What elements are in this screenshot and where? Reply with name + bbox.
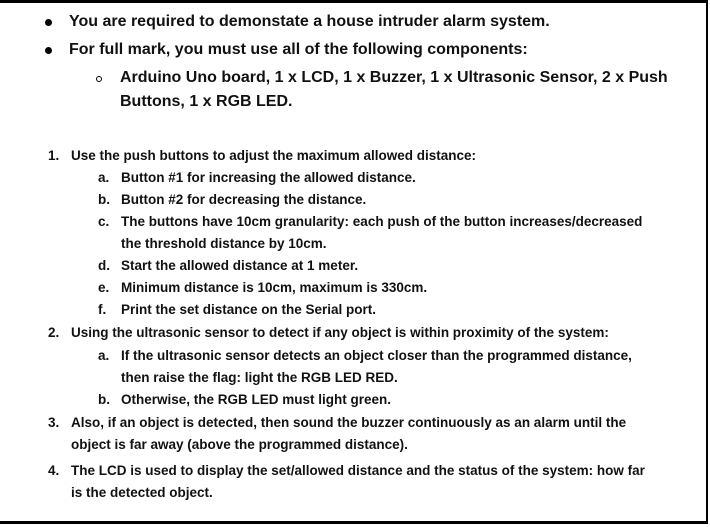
components-line-2: Buttons, 1 x RGB LED. [120, 93, 293, 110]
task-1c-text-line-2: the threshold distance by 10cm. [121, 236, 327, 251]
sub-marker: c. [98, 214, 110, 229]
task-2-text: Using the ultrasonic sensor to detect if any object is within proximity of the system: [71, 325, 609, 340]
task-1d-text: Start the allowed distance at 1 meter. [121, 258, 359, 273]
task-1b-text: Button #2 for decreasing the distance. [121, 192, 367, 207]
bullet-circle-icon [96, 76, 102, 82]
task-1a-text: Button #1 for increasing the allowed distance. [121, 170, 416, 185]
task-3-text-line-2: object is far away (above the programmed distance). [71, 437, 408, 452]
sub-marker: e. [98, 280, 110, 295]
task-2b-text: Otherwise, the RGB LED must light green. [121, 392, 392, 407]
intro-bullet-2: For full mark, you must use all of the following components: [69, 41, 528, 58]
task-1-text: Use the push buttons to adjust the maximum allowed distance: [71, 148, 477, 163]
sub-marker: a. [98, 348, 110, 363]
components-line-1: Arduino Uno board, 1 x LCD, 1 x Buzzer, 1 x Ultrasonic Sensor, 2 x Push [120, 69, 668, 86]
sub-marker: d. [98, 258, 110, 273]
bullet-dot-icon [45, 19, 52, 26]
task-number: 2. [48, 325, 60, 340]
task-2a-text-line-2: then raise the flag: light the RGB LED RED. [121, 370, 398, 385]
task-number: 3. [48, 415, 60, 430]
intro-bullet-1: You are required to demonstate a house intruder alarm system. [69, 13, 550, 30]
task-4-text-line-1: The LCD is used to display the set/allowed distance and the status of the system: how far [71, 463, 645, 478]
task-1f-text: Print the set distance on the Serial port. [121, 302, 377, 317]
sub-marker: f. [98, 302, 107, 317]
task-2a-text-line-1: If the ultrasonic sensor detects an object closer than the programmed distance, [121, 348, 632, 363]
sub-marker: b. [98, 192, 110, 207]
task-1c-text-line-1: The buttons have 10cm granularity: each push of the button increases/decreased [121, 214, 643, 229]
task-1e-text: Minimum distance is 10cm, maximum is 330cm. [121, 280, 428, 295]
task-4-text-line-2: is the detected object. [71, 485, 213, 500]
bullet-dot-icon [45, 47, 52, 54]
sub-marker: b. [98, 392, 110, 407]
task-number: 1. [48, 148, 60, 163]
task-number: 4. [48, 463, 60, 478]
sub-marker: a. [98, 170, 110, 185]
task-3-text-line-1: Also, if an object is detected, then sound the buzzer continuously as an alarm until the [71, 415, 627, 430]
